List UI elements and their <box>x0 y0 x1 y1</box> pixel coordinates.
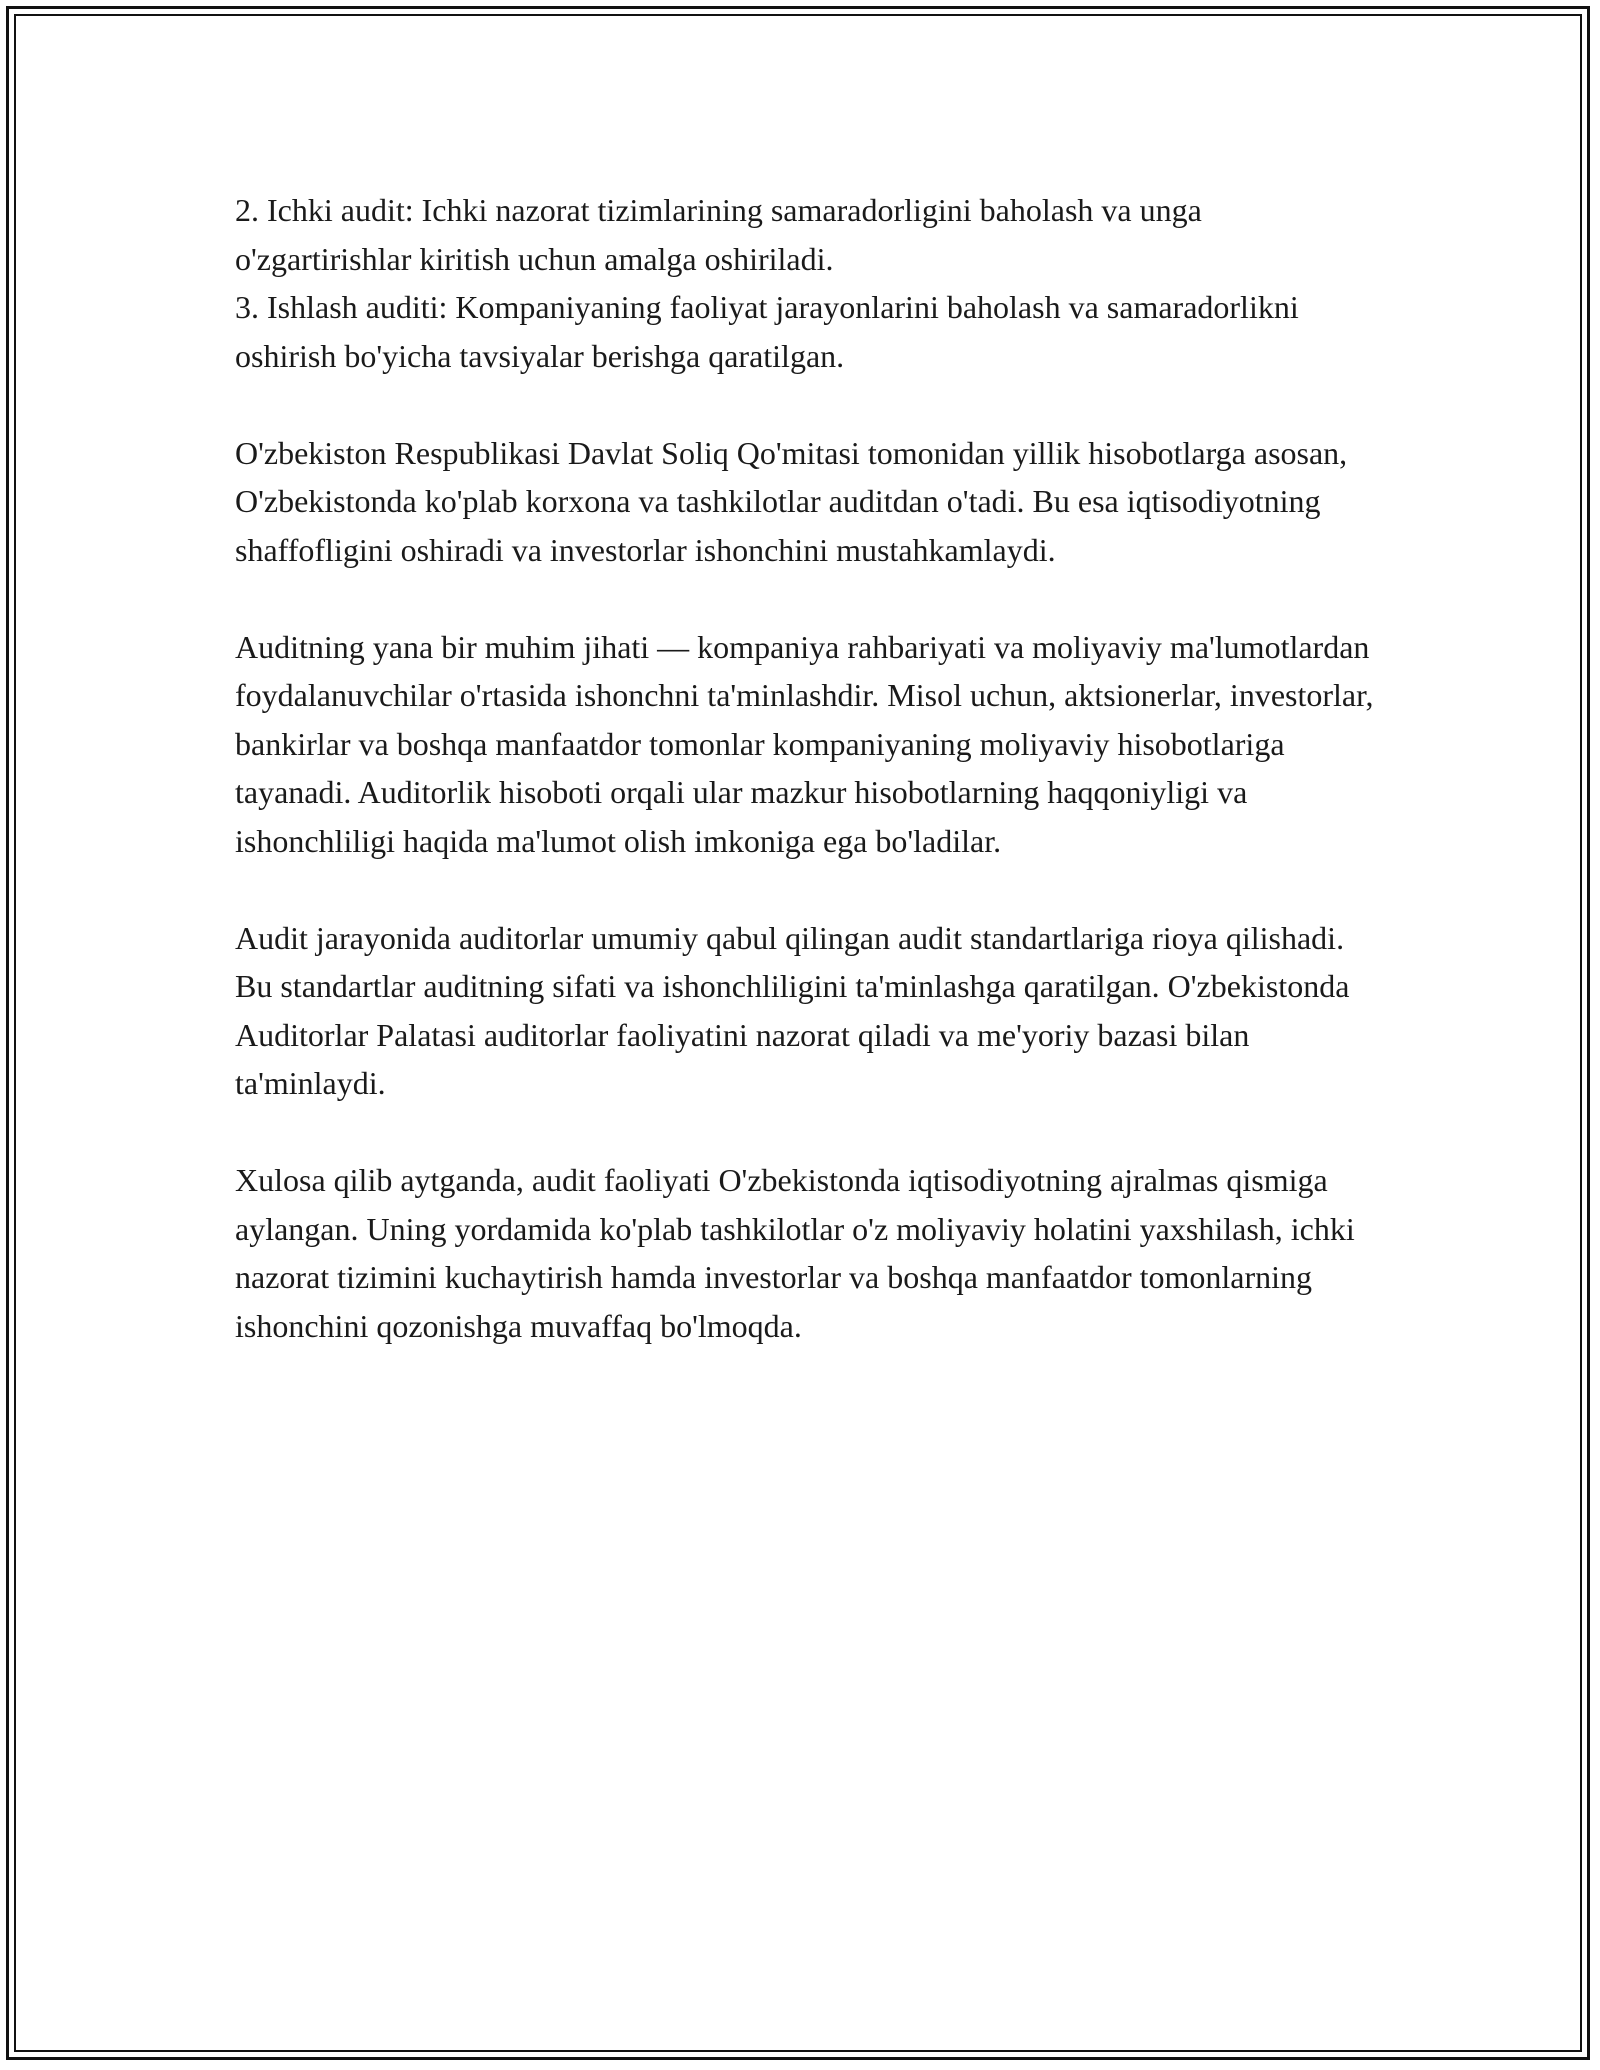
paragraph-standards: Audit jarayonida auditorlar umumiy qabul qilingan audit standartlariga rioya qilishadi. Bu standartlar auditning sifati va ishonchliligini ta'minlashga qaratilgan. O'zbekistonda Auditorlar Palatasi auditorlar faoliyatini nazorat qiladi va me'yoriy bazasi bilan ta'minlaydi. <box>235 919 1350 1101</box>
list-item-performance-audit: 3. Ishlash auditi: Kompaniyaning faoliyat jarayonlarini baholash va samaradorlikni oshirish bo'yicha tavsiyalar berishga qaratilgan. <box>235 289 1299 374</box>
paragraph-conclusion: Xulosa qilib aytganda, audit faoliyati O'zbekistonda iqtisodiyotning ajralmas qismiga aylangan. Uning yordamida ko'plab tashkilotlar o'z moliyaviy holatini yaxshilash, ichki nazorat tizimini kuchaytirish hamda investorlar va boshqa manfaatdor tomonlarning ishonchini qozonishga muvaffaq bo'lmoqda. <box>235 1162 1355 1344</box>
paragraph-tax-committee: O'zbekiston Respublikasi Davlat Soliq Qo'mitasi tomonidan yillik hisobotlarga asosan, O'zbekistonda ko'plab korxona va tashkilotlar auditdan o'tadi. Bu esa iqtisodiyotning shaffofligini oshiradi va investorlar ishonchini mustahkamlaydi. <box>235 434 1348 568</box>
paragraph-trust: Auditning yana bir muhim jihati — kompaniya rahbariyati va moliyaviy ma'lumotlardan foydalanuvchilar o'rtasida ishonchni ta'minlashdir. Misol uchun, aktsionerlar, investorlar, bankirlar va boshqa manfaatdor tomonlar kompaniyaning moliyaviy hisobotlariga tayanadi. Auditorlik hisoboti orqali ular mazkur hisobotlarning haqqoniyligi va ishonchliligi haqida ma'lumot olish imkoniga ega bo'ladilar. <box>235 628 1374 859</box>
document-body <box>235 186 1385 1399</box>
list-item-internal-audit: 2. Ichki audit: Ichki nazorat tizimlarining samaradorligini baholash va unga o'zgartirishlar kiritish uchun amalga oshiriladi. <box>235 192 1202 277</box>
